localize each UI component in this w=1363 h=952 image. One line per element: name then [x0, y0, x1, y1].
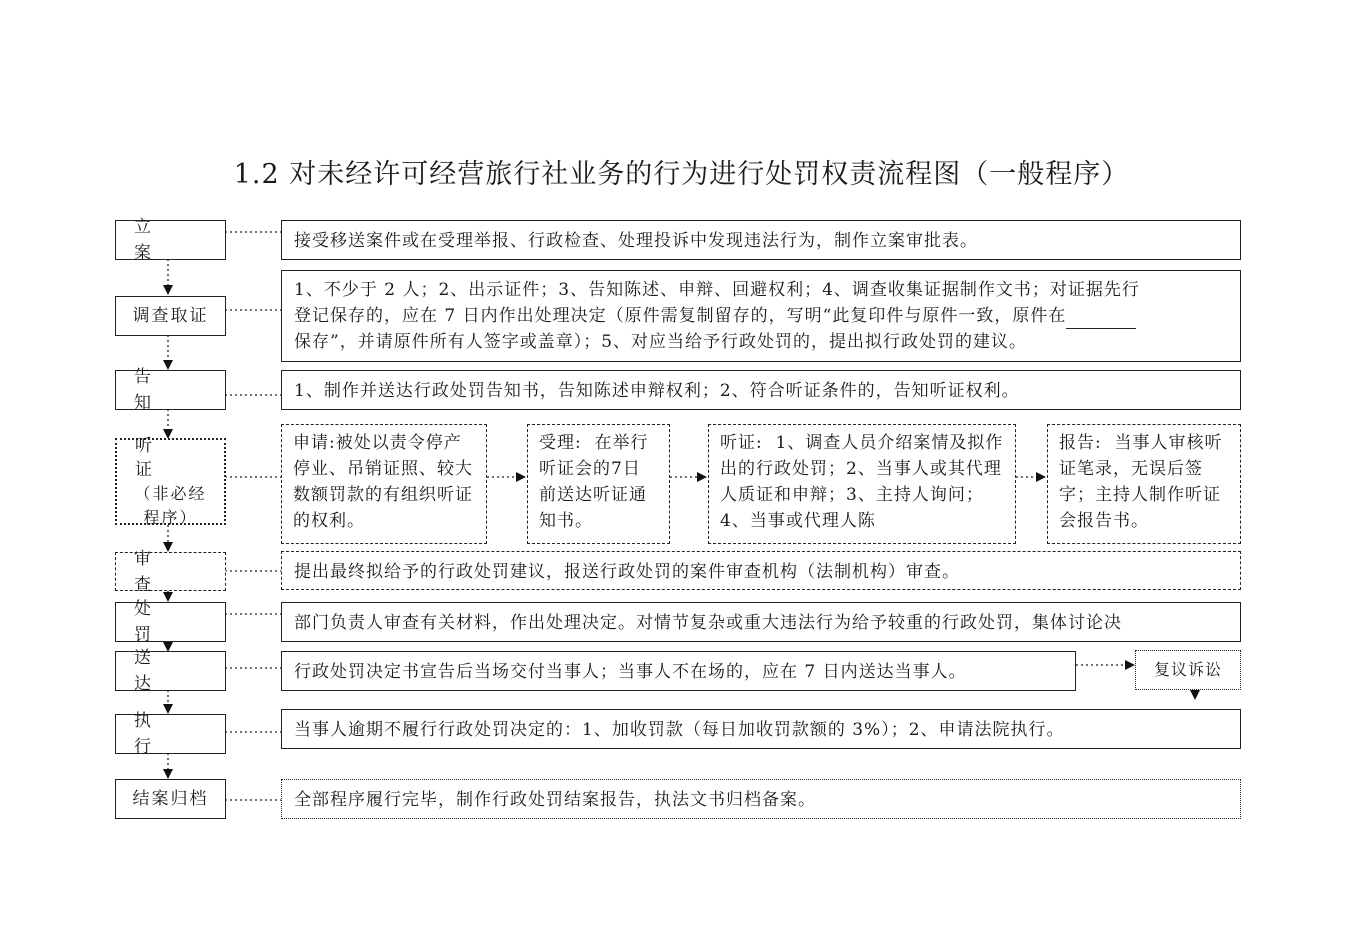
step-desc-execution: 当事人逾期不履行行政处罚决定的：1、加收罚款（每日加收罚款额的 3%）；2、申请法院执行。: [281, 709, 1241, 749]
step-desc-delivery: 行政处罚决定书宣告后当场交付当事人；当事人不在场的，应在 7 日内送达当事人。: [281, 651, 1076, 691]
hearing-sublabel-2: 程序）: [143, 507, 198, 527]
hearing-apply-box: 申请:被处以责令停产停业、吊销证照、较大数额罚款的有组织听证的权利。: [281, 424, 487, 544]
hearing-title: 听 证: [135, 435, 170, 480]
investigation-line-2: [294, 303, 1228, 329]
step-label-delivery: 送 达: [115, 651, 226, 691]
step-label-penalty: 处 罚: [115, 602, 226, 642]
step-label-hearing: [115, 435, 226, 527]
page-title: 1.2 对未经许可经营旅行社业务的行为进行处罚权责流程图（一般程序）: [233, 159, 1130, 190]
blank-underline: [1066, 310, 1136, 329]
reconsideration-litigation-box: 复议诉讼: [1135, 650, 1241, 690]
step-label-review: 审 查: [115, 552, 226, 591]
step-desc-penalty: 部门负责人审查有关材料，作出处理决定。对情节复杂或重大违法行为给予较重的行政处罚，集体讨论决: [281, 602, 1241, 642]
step-label-investigation: 调查取证: [115, 296, 226, 336]
step-desc-notice: 1、制作并送达行政处罚告知书，告知陈述申辩权利；2、符合听证条件的，告知听证权利。: [281, 370, 1241, 410]
step-label-filing: 立 案: [115, 220, 226, 260]
step-desc-investigation: [281, 270, 1241, 362]
step-desc-filing: 接受移送案件或在受理举报、行政检查、处理投诉中发现违法行为，制作立案审批表。: [281, 220, 1241, 260]
step-desc-review: 提出最终拟给予的行政处罚建议，报送行政处罚的案件审查机构（法制机构）审查。: [281, 551, 1241, 590]
step-label-notice: 告 知: [115, 370, 226, 410]
investigation-line-2-text: 登记保存的，应在 7 日内作出处理决定（原件需复制留存的，写明“此复印件与原件一致，原件在: [294, 306, 1067, 326]
step-label-closing: 结案归档: [115, 779, 226, 819]
step-label-execution: 执 行: [115, 714, 226, 754]
investigation-line-3: 保存”，并请原件所有人签字或盖章）；5、对应当给予行政处罚的，提出拟行政处罚的建议。: [294, 332, 1028, 352]
hearing-accept-box: 受理: 在举行听证会的7日前送达听证通知书。: [527, 424, 670, 544]
hearing-session-box: 听证: 1、调查人员介绍案情及拟作出的行政处罚；2、当事人或其代理人质证和申辩；3、主持人询问；4、当事或代理人陈: [708, 424, 1016, 544]
investigation-line-1: 1、不少于 2 人；2、出示证件；3、告知陈述、申辩、回避权利；4、调查收集证据制作文书；对证据先行: [294, 280, 1140, 300]
hearing-sublabel-1: （非必经: [134, 483, 207, 503]
hearing-report-box: 报告: 当事人审核听证笔录，无误后签字；主持人制作听证会报告书。: [1047, 424, 1241, 544]
step-desc-closing: 全部程序履行完毕，制作行政处罚结案报告，执法文书归档备案。: [281, 779, 1241, 819]
